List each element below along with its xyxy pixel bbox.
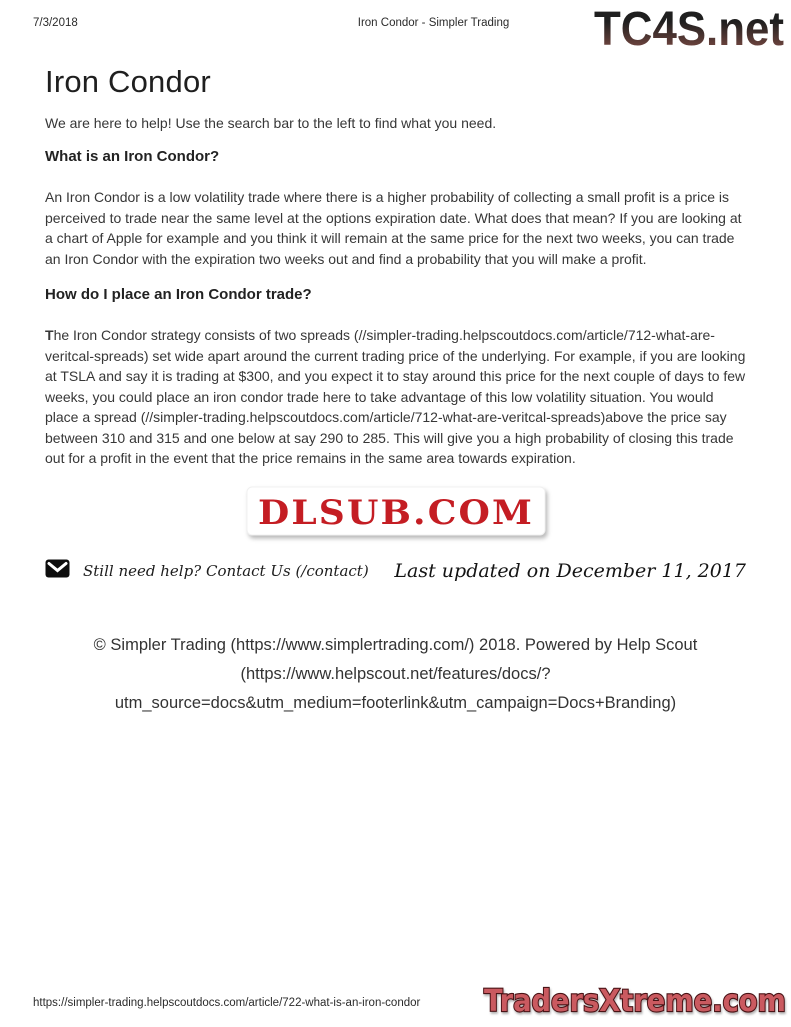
tc4s-watermark [591,2,787,61]
footer-line-1: © Simpler Trading (https://www.simplertrading.com/) 2018. Powered by Help Scout [93,635,698,654]
section-heading-what: What is an Iron Condor? [45,148,220,165]
dlsub-banner-graphic [246,486,546,536]
paragraph-how-lead: T [45,327,54,343]
source-url: https://simpler-trading.helpscoutdocs.com/article/722-what-is-an-iron-condor [33,997,421,1009]
paragraph-how-body: he Iron Condor strategy consists of two spreads (//simpler-trading.helpscoutdocs.com/article/712-what-are-veritcal-spreads) set wide apart around the current trading price of the underlying. For example, if you are looking at TSLA and say it is trading at $300, and you expect it to stay around this price for the next couple of days to few weeks, you could place an iron condor trade here to take advantage of this low volatility situation. You would place a spread (//simpler-trading.helpscoutdocs.com/article/712-what-are-veritcal-spreads)above the price say between 310 and 315 and one below at say 290 to 285. This will give you a high probability of closing this trade out for a profit in the event that the price remains in the same area towards expiration. [45,327,746,466]
tradersxtreme-watermark-graphic [479,980,791,1022]
footer-line-3: utm_source=docs&utm_medium=footerlink&utm_campaign=Docs+Branding) [114,693,677,712]
contact-row [45,559,746,583]
last-updated-label: Last updated on December 11, 2017 [394,559,746,582]
footer-line-2: (https://www.helpscout.net/features/docs/? [240,664,551,683]
section-heading-how: How do I place an Iron Condor trade? [45,286,312,303]
dlsub-banner [45,486,746,541]
tc4s-watermark-text: TC4S.net [594,3,785,56]
tradersxtreme-watermark-text: TradersXtreme.com [484,984,786,1019]
paragraph-what: An Iron Condor is a low volatility trade where there is a higher probability of collecting a small profit is a price is perceived to trade near the same level at the options expiration date. What does that mean? If you are looking at a chart of Apple for example and you think it will remain at the same price for the next two weeks, you can trade an Iron Condor with the expiration two weeks out and find a probability that you will make a profit. [45,189,742,267]
envelope-icon [45,559,70,583]
article-content [45,60,746,718]
dlsub-banner-text: DLSUB.COM [257,492,534,533]
tc4s-watermark-graphic [591,2,787,56]
intro-paragraph: We are here to help! Use the search bar to the left to find what you need. [45,115,497,131]
page-title: Iron Condor [45,64,211,99]
contact-block [45,559,369,583]
print-date: 7/3/2018 [33,17,78,29]
contact-link: Still need help? Contact Us (/contact) [83,561,369,580]
tradersxtreme-watermark [479,980,791,1027]
paragraph-how [45,325,746,469]
footer-copyright [45,631,746,718]
document-title: Iron Condor - Simpler Trading [357,17,510,29]
